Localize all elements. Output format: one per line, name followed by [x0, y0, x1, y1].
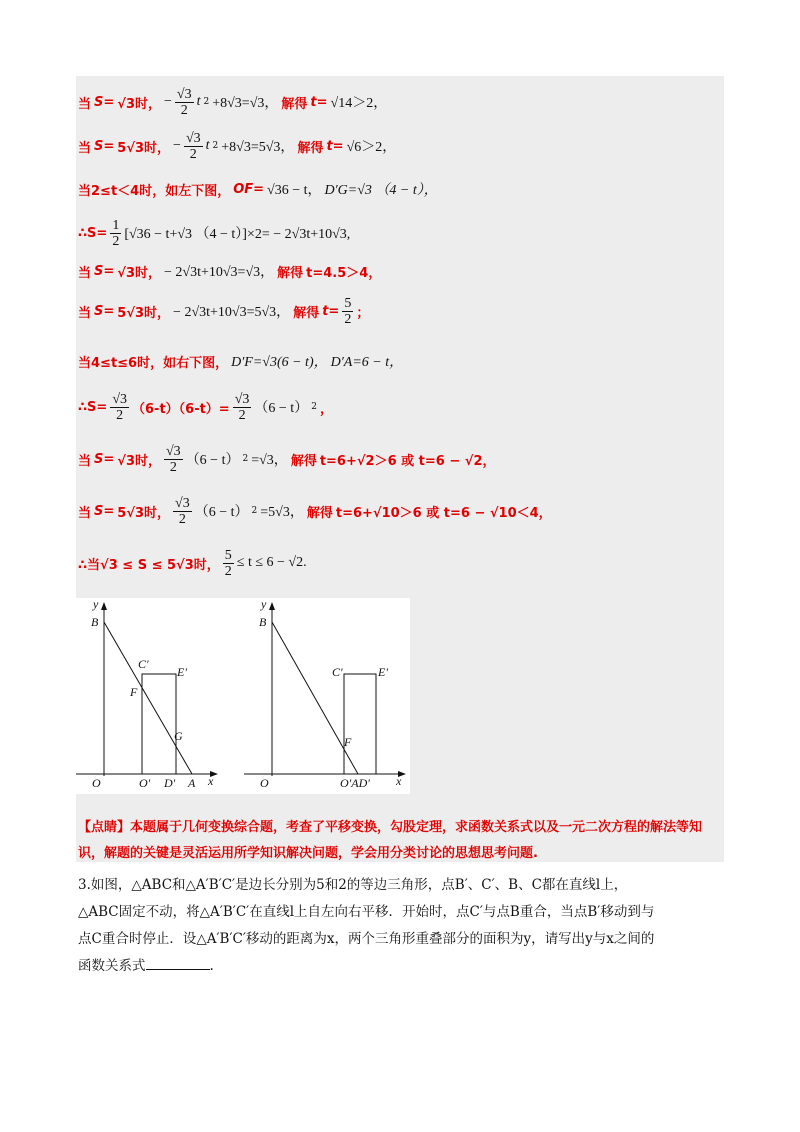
label-G: G: [174, 729, 183, 743]
math: =√3，: [251, 453, 288, 468]
text: S=: [94, 451, 115, 467]
text: √3时，: [117, 453, 161, 469]
text: 5√3时，: [117, 305, 171, 321]
fraction: $\frac{5}{2}$: [224, 547, 232, 579]
text: ∴S=: [78, 399, 108, 415]
fraction: $\frac{√3}{2}$: [112, 391, 127, 423]
text: 解得: [281, 96, 308, 112]
text: 当: [78, 140, 92, 156]
text: S=: [94, 138, 115, 154]
math: +8√3=√3，: [212, 96, 279, 111]
label-C: C': [138, 657, 149, 671]
text: 解得: [290, 453, 317, 469]
text: ；: [356, 305, 370, 321]
question-3-line-4: [78, 953, 724, 980]
text: ，: [319, 401, 333, 417]
text: 当: [78, 453, 92, 469]
fraction: $\frac{√3}{2}$: [234, 391, 250, 423]
text: S=: [94, 303, 115, 319]
fraction: $\frac{1}{2}$: [112, 217, 120, 249]
comment-note: [78, 815, 718, 867]
label-y: y: [93, 598, 99, 611]
text: 当: [78, 305, 92, 321]
math: − 2√3t+10√3=5√3，: [173, 305, 291, 320]
question-text: 如图，△ABC和△A′B′C′是边长分别为5和2的等边三角形，点B′、C′、B、C都在直线l上，: [90, 877, 628, 893]
math: D′F=√3(6 − t)，: [231, 355, 328, 370]
math: +8√3=5√3，: [221, 140, 295, 155]
solution-line-4: [78, 218, 350, 248]
solution-line-8: [78, 390, 333, 424]
math: （6 − t）: [194, 505, 249, 520]
solution-line-11: [78, 546, 307, 580]
figures-svg: [76, 598, 410, 794]
text: 解得: [306, 505, 333, 521]
solution-line-1: [78, 86, 388, 118]
label-O: O: [92, 776, 101, 790]
text: 当4≤t≤6时，如右下图，: [78, 355, 229, 371]
text: （6-t）（6-t）=: [132, 401, 230, 417]
y-arrow-icon: [269, 602, 275, 610]
text: S=: [94, 94, 115, 110]
math: 2: [251, 506, 258, 516]
solution-line-10: [78, 494, 552, 528]
question-3: [78, 872, 724, 980]
question-3-line-2: △ABC固定不动，将△A′B′C′在直线l上自左向右平移．开始时，点C′与点B重合，当点B′移动到与: [78, 904, 655, 920]
question-text: .: [209, 958, 214, 974]
label-F: F: [130, 685, 138, 699]
text: 5√3时，: [117, 140, 171, 156]
label-E: E': [177, 665, 187, 679]
text: t=: [322, 303, 340, 319]
text: 解得: [277, 265, 304, 281]
right-figure: [244, 598, 406, 790]
label-y: y: [261, 598, 267, 611]
y-arrow-icon: [101, 602, 107, 610]
text: 当: [78, 96, 92, 112]
rectangle: [344, 674, 376, 774]
left-figure: [76, 598, 218, 790]
fraction: $\frac{√3}{2}$: [185, 130, 201, 162]
math: =5√3，: [260, 505, 304, 520]
text: t=4.5＞4，: [306, 265, 382, 281]
label-x: x: [396, 774, 402, 788]
question-3-line-3: 点C重合时停止．设△A′B′C′移动的距离为x，两个三角形重叠部分的面积为y，请写出y与x之间的: [78, 931, 655, 947]
math: D′A=6 − t，: [330, 355, 404, 370]
label-O-prime: O': [139, 776, 151, 790]
math: （6 − t）: [185, 453, 240, 468]
text: t=: [326, 138, 344, 154]
text: 当: [78, 265, 92, 281]
label-D-prime: D': [164, 776, 176, 790]
comment-text: 本题属于几何变换综合题，考查了平移变换，勾股定理，求函数关系式以及一元二次方程的解法等知识，解题的关键是灵活运用所学知识解决问题，学会用分类讨论的思想思考问题.: [78, 820, 703, 861]
label-B: B: [91, 615, 99, 629]
solution-line-7: [78, 352, 403, 370]
fraction: $\frac{√3}{2}$: [166, 443, 181, 475]
text: 解得: [293, 305, 320, 321]
label-E: E': [378, 665, 388, 679]
answer-blank[interactable]: [146, 955, 210, 970]
text: t=: [310, 94, 328, 110]
label-x: x: [208, 774, 214, 788]
text: t=6+√10＞6 或 t=6 − √10＜4，: [335, 505, 552, 521]
math: t: [196, 94, 201, 109]
math: √14＞2，: [330, 96, 388, 111]
math: √36 − t，: [267, 183, 322, 198]
math: √6＞2，: [346, 140, 397, 155]
text: 5√3时，: [117, 505, 171, 521]
math: − 2√3t+10√3=√3，: [164, 265, 275, 280]
solution-line-3: [78, 180, 438, 198]
math: −: [173, 138, 181, 153]
label-A: A: [188, 776, 196, 790]
label-C: C': [332, 665, 343, 679]
solution-line-2: [78, 130, 397, 162]
math: D′G=√3 （4 − t），: [324, 183, 438, 198]
question-number: 3.: [78, 877, 91, 893]
math: −: [164, 94, 172, 109]
math: [√36 − t+√3 （4 − t）]×2= − 2√3t+10√3,: [124, 227, 351, 242]
text: S=: [94, 503, 115, 519]
fraction: $\frac{√3}{2}$: [176, 86, 192, 118]
text: OF=: [233, 181, 265, 197]
text: S=: [94, 263, 115, 279]
math: t: [205, 138, 210, 153]
text: √3时，: [117, 265, 161, 281]
label-F: F: [344, 735, 352, 749]
text: 当2≤t＜4时，如左下图，: [78, 183, 231, 199]
solution-line-5: [78, 262, 381, 280]
math: 2: [311, 402, 317, 412]
question-text: 函数关系式: [78, 958, 146, 974]
text: t=6+√2＞6 或 t=6 − √2，: [319, 453, 496, 469]
text: ∴当√3 ≤ S ≤ 5√3时，: [78, 557, 220, 573]
label-O: O: [260, 776, 269, 790]
math: 2: [203, 97, 210, 107]
comment-label: 【点睛】: [78, 820, 131, 835]
segment-BA: [104, 622, 192, 774]
math: 2: [212, 141, 219, 151]
fraction: $\frac{5}{2}$: [344, 295, 352, 327]
question-3-line-1: [78, 872, 724, 899]
solution-line-6: [78, 296, 369, 326]
figures: [76, 598, 410, 794]
fraction: $\frac{√3}{2}$: [175, 495, 190, 527]
math: （6 − t）: [254, 401, 309, 416]
segment-BA: [272, 622, 358, 774]
text: ∴S=: [78, 225, 108, 241]
text: 解得: [297, 140, 324, 156]
rectangle: [142, 674, 176, 774]
math: 2: [242, 454, 249, 464]
text: 当: [78, 505, 92, 521]
text: √3时，: [117, 96, 161, 112]
math: ≤ t ≤ 6 − √2.: [236, 555, 307, 570]
solution-line-9: [78, 442, 496, 476]
label-OAD: O'AD': [340, 776, 370, 790]
label-B: B: [259, 615, 267, 629]
